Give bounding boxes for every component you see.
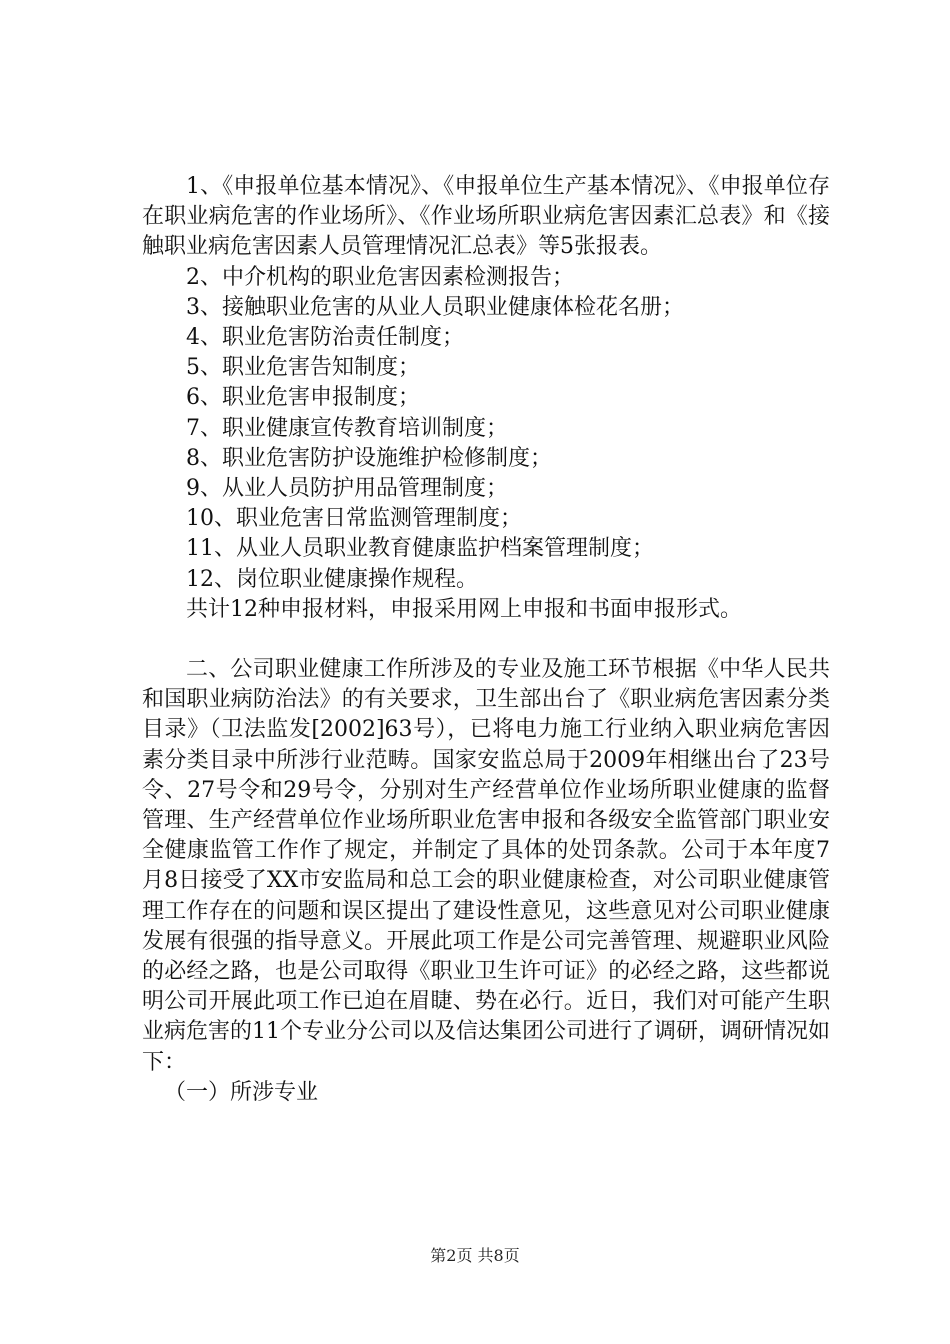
list-item: 7、职业健康宣传教育培训制度； [186, 415, 508, 441]
declaration-materials-list [142, 263, 830, 625]
list-item: 10、职业危害日常监测管理制度； [186, 506, 522, 532]
subheading: （一）所涉专业 [164, 1079, 319, 1105]
page-footer: 第2页 共8页 [430, 1246, 520, 1265]
list-item: 4、职业危害防治责任制度； [186, 325, 464, 351]
list-item: 12、岗位职业健康操作规程。 [186, 566, 478, 592]
list-item: 8、职业危害防护设施维护检修制度； [186, 445, 552, 471]
section-2-paragraph: 二、公司职业健康工作所涉及的专业及施工环节根据《中华人民共和国职业病防治法》的有关要求，卫生部出台了《职业病危害因素分类目录》（卫法监发[2002]63号），已将电力施工行业纳入职业病危害因素分类目录中所涉行业范畴。国家安监总局于2009年相继出台了23号令、27号令和29号令，分别对生产经营单位作业场所职业健康的监督管理、生产经营单位作业场所职业危害申报和各级安全监管部门职业安全健康监管工作作了规定，并制定了具体的处罚条款。公司于本年度7月8日接受了XX市安监局和总工会的职业健康检查，对公司职业健康管理工作存在的问题和误区提出了建设性意见，这些意见对公司职业健康发展有很强的指导意义。开展此项工作是公司完善管理、规避职业风险的必经之路，也是公司取得《职业卫生许可证》的必经之路，这些都说明公司开展此项工作已迫在眉睫、势在必行。近日，我们对可能产生职业病危害的11个专业分公司以及信达集团公司进行了调研，调研情况如下： [142, 657, 830, 1075]
paragraph-gap [142, 625, 830, 655]
list-item: 5、职业危害告知制度； [186, 355, 420, 381]
list-item: 3、接触职业危害的从业人员职业健康体检花名册； [186, 294, 684, 320]
document-body [142, 172, 830, 1108]
list-item: 9、从业人员防护用品管理制度； [186, 476, 508, 502]
list-item: 11、从业人员职业教育健康监护档案管理制度； [186, 536, 654, 562]
summary-line: 共计12种申报材料，申报采用网上申报和书面申报形式。 [186, 596, 742, 622]
list-item: 2、中介机构的职业危害因素检测报告； [186, 264, 574, 290]
paragraph-item-1: 1、《申报单位基本情况》、《申报单位生产基本情况》、《申报单位存在职业病危害的作业场所》、《作业场所职业病危害因素汇总表》和《接触职业病危害因素人员管理情况汇总表》等5张报表。 [142, 174, 830, 260]
list-item: 6、职业危害申报制度； [186, 385, 420, 411]
